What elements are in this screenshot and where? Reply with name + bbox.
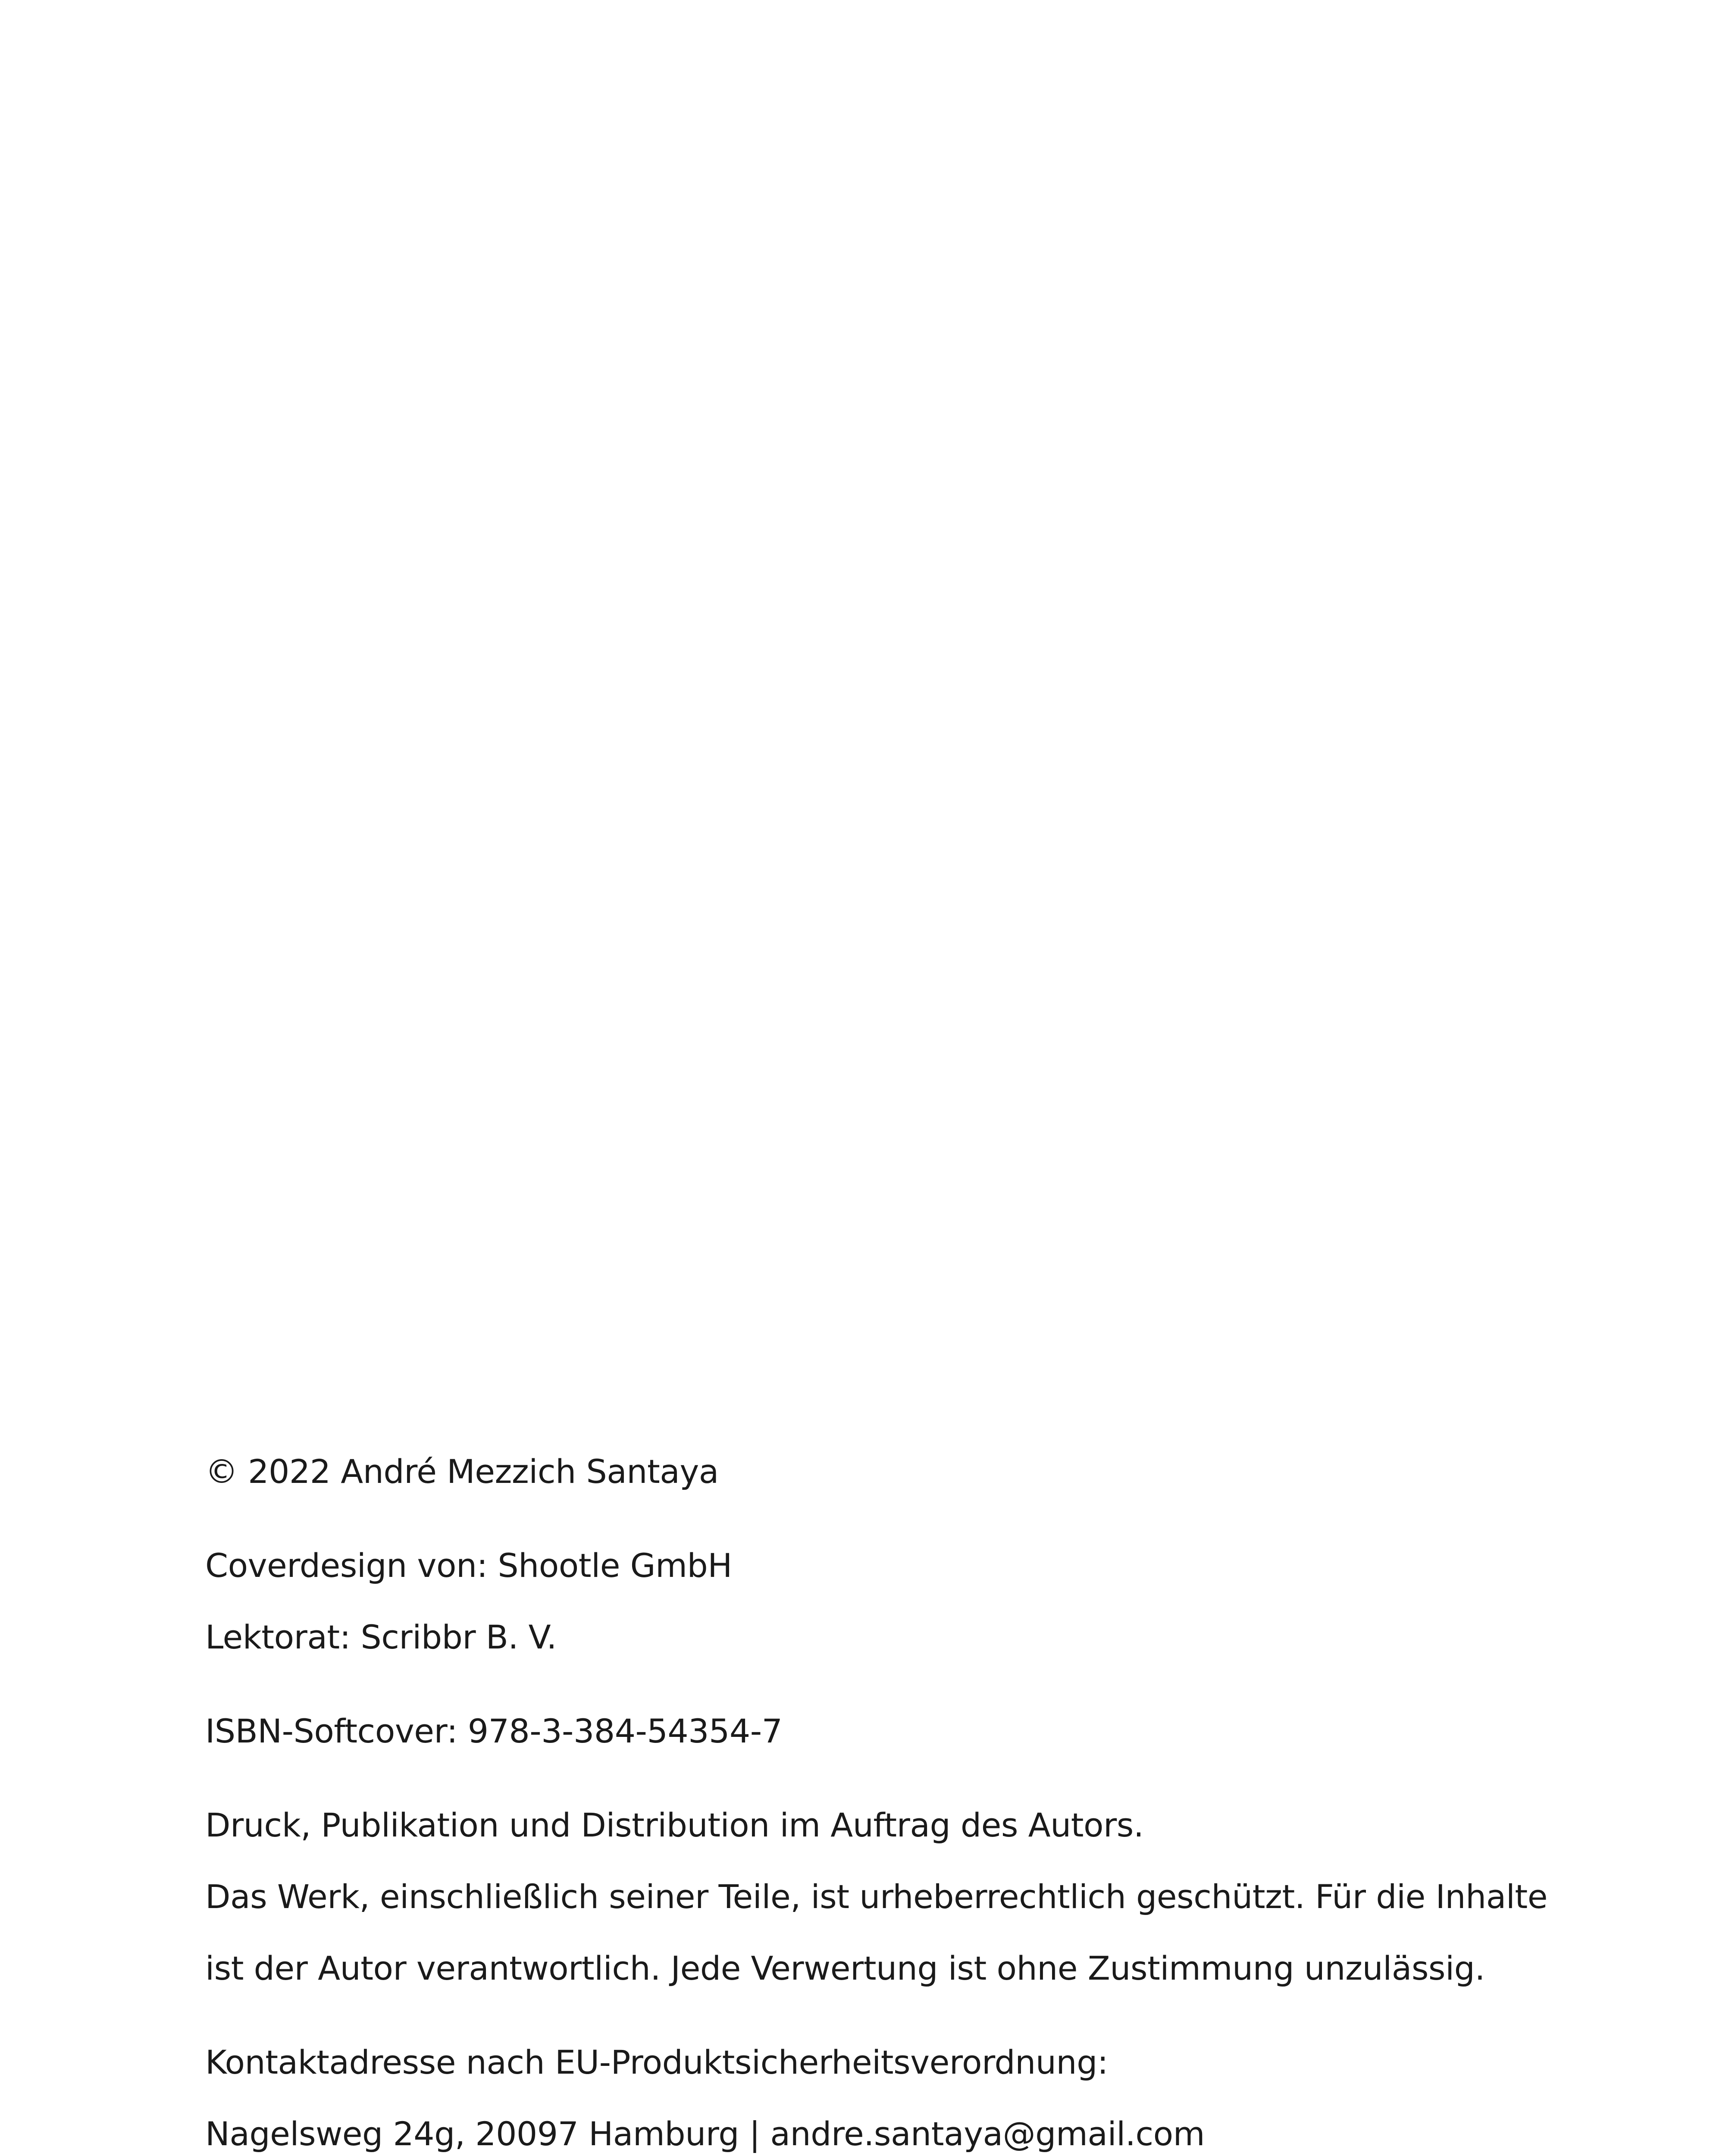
copyright-notice-line-1: Das Werk, einschließlich seiner Teile, ist urheberrechtlich geschützt. Für die Inhalte xyxy=(205,1877,1547,1916)
cover-design-credit: Coverdesign von: Shootle GmbH xyxy=(205,1546,732,1585)
isbn-line: ISBN-Softcover: 978-3-384-54354-7 xyxy=(205,1712,783,1750)
contact-details: Nagelsweg 24g, 20097 Hamburg | andre.santaya@gmail.com xyxy=(205,2115,1205,2153)
copyright-line: © 2022 André Mezzich Santaya xyxy=(205,1452,719,1491)
contact-heading: Kontaktadresse nach EU-Produktsicherheitsverordnung: xyxy=(205,2043,1108,2081)
imprint-block xyxy=(205,1436,1585,2156)
printing-statement: Druck, Publikation und Distribution im Auftrag des Autors. xyxy=(205,1806,1144,1844)
editing-credit: Lektorat: Scribbr B. V. xyxy=(205,1618,557,1656)
copyright-notice-line-2: ist der Autor verantwortlich. Jede Verwertung ist ohne Zustimmung unzulässig. xyxy=(205,1949,1485,1987)
